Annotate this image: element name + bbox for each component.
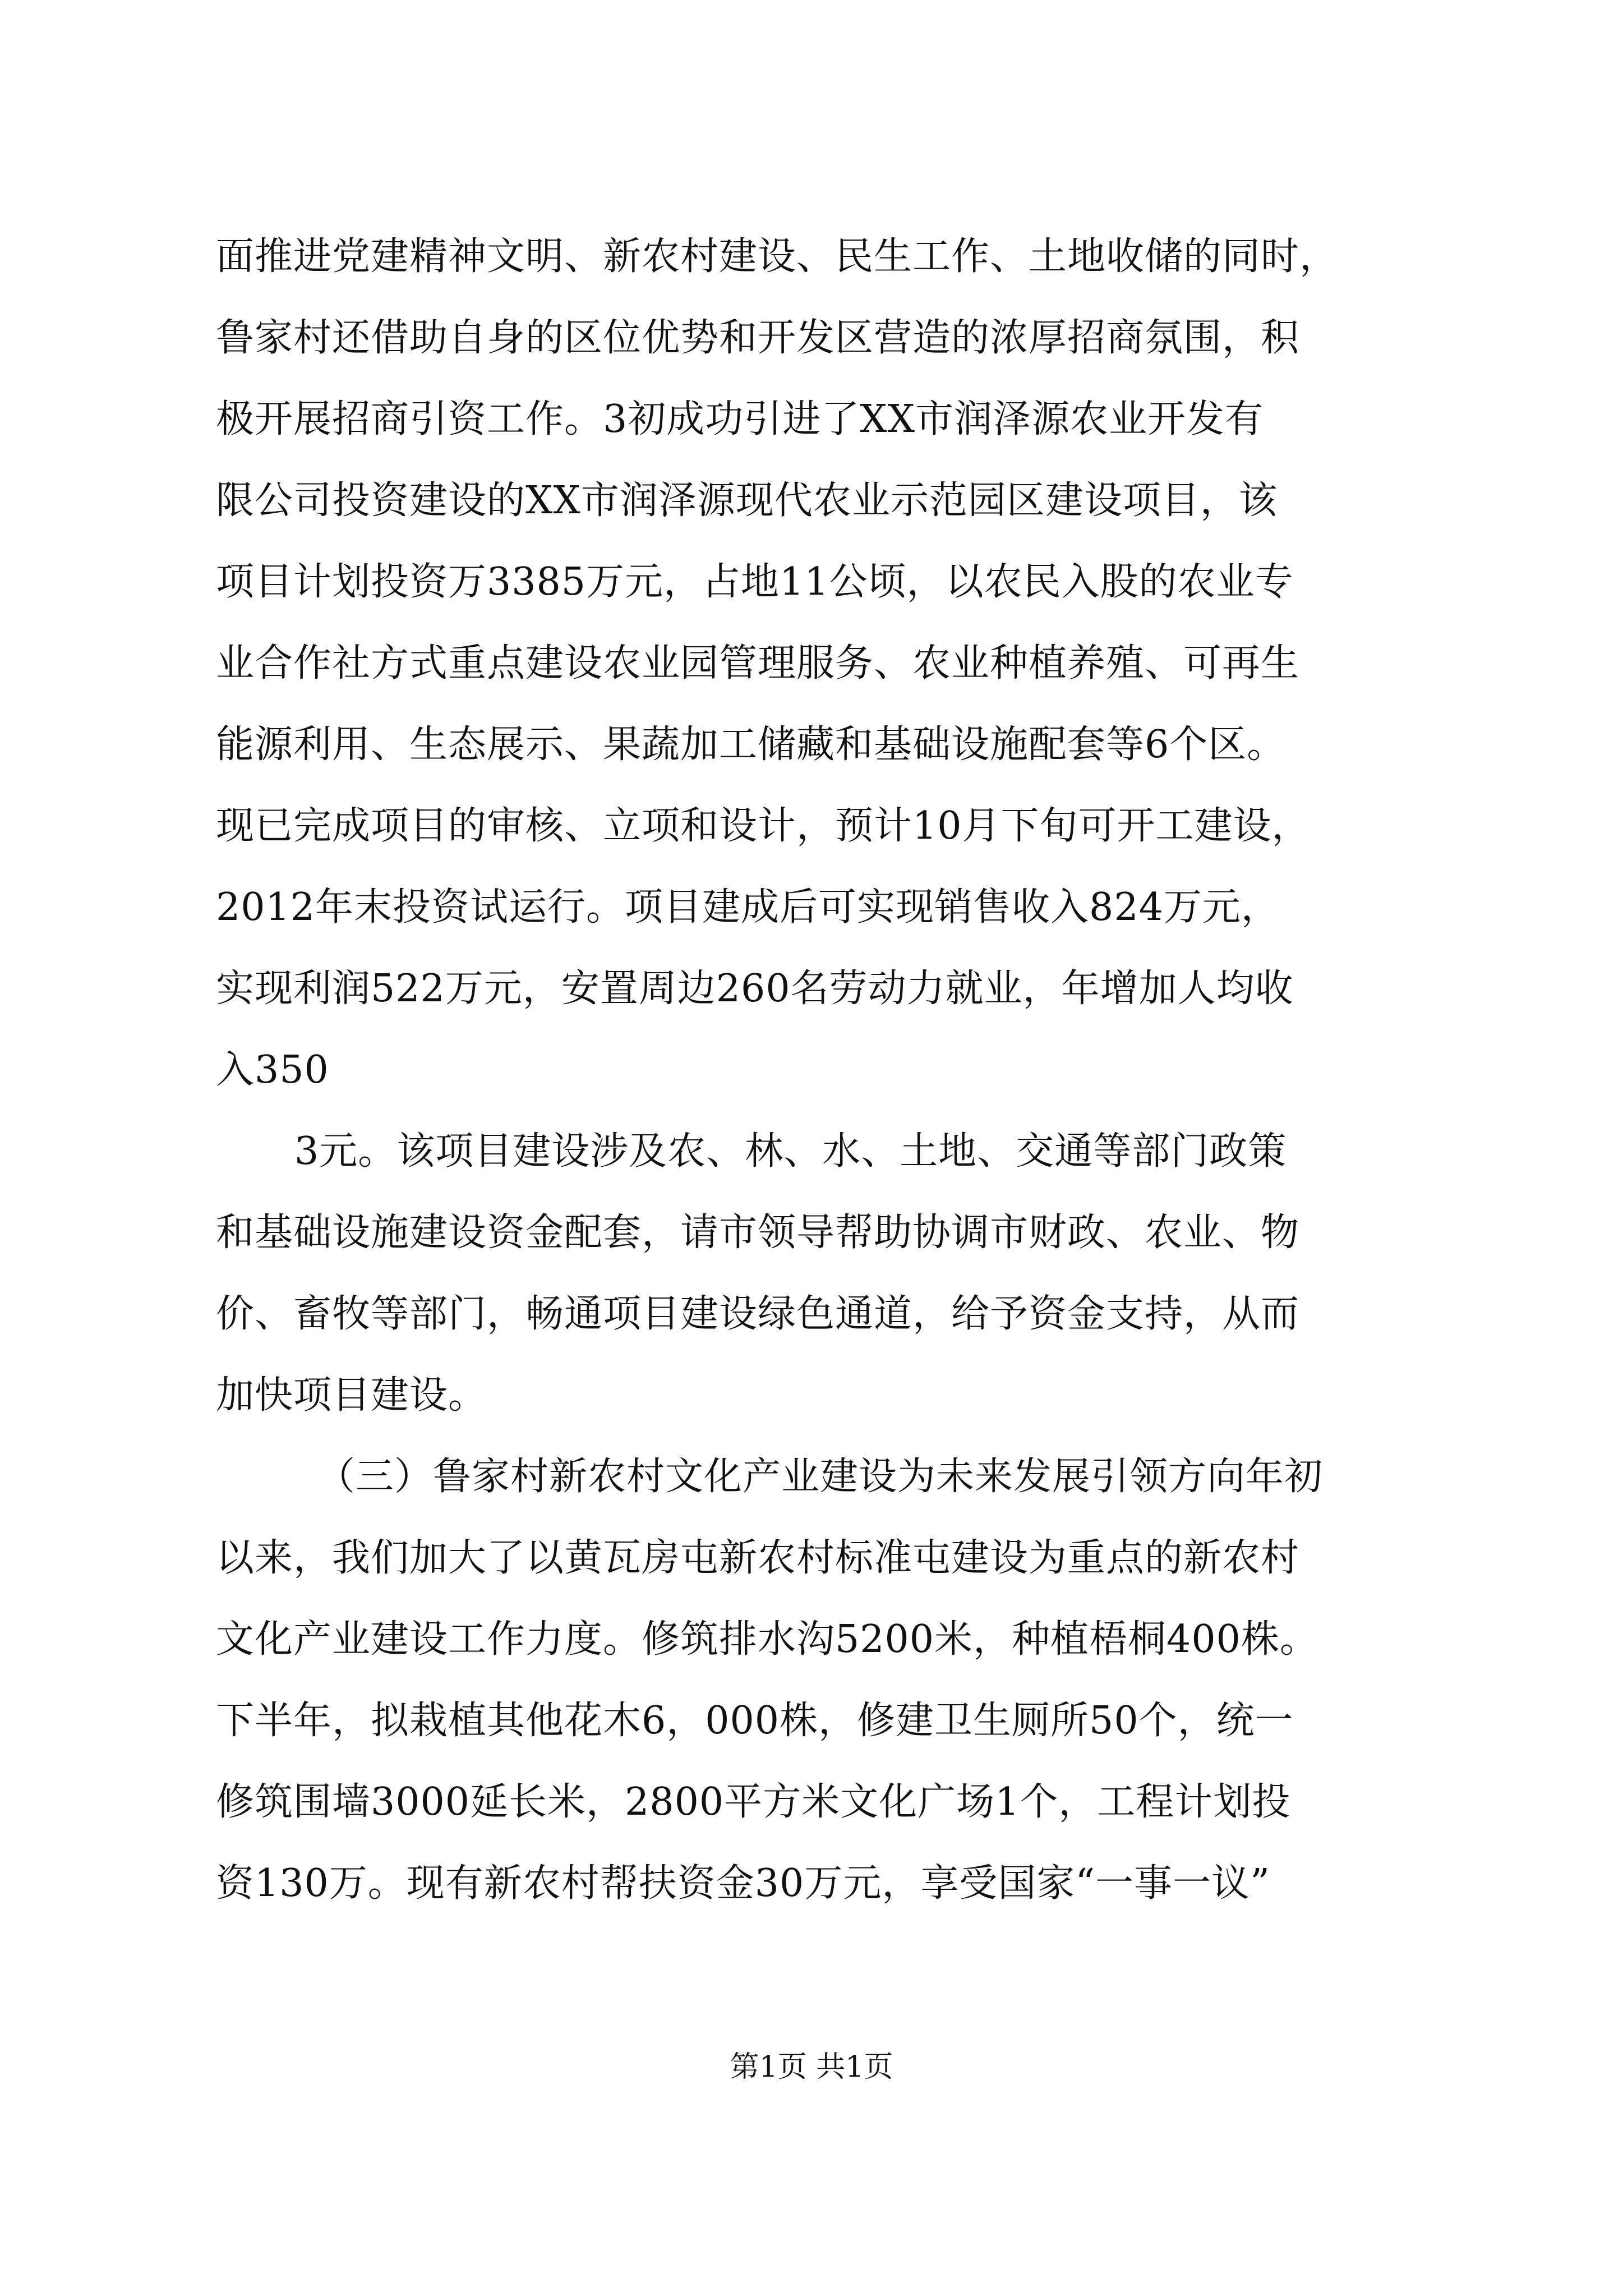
text-line: 入350 [216,1048,329,1092]
text-line: 价、畜牧等部门，畅通项目建设绿色通道，给予资金支持，从而 [216,1292,1300,1336]
text-line: 以来，我们加大了以黄瓦房屯新农村标准屯建设为重点的新农村 [216,1536,1300,1580]
text-line: 现已完成项目的审核、立项和设计，预计10月下旬可开工建设， [216,804,1311,848]
text-line: 限公司投资建设的XX市润泽源现代农业示范园区建设项目，该 [216,478,1278,523]
text-line: 修筑围墙3000延长米，2800平方米文化广场1个，工程计划投 [216,1780,1291,1824]
text-line: 能源利用、生态展示、果蔬加工储藏和基础设施配套等6个区。 [216,723,1286,767]
text-line: 业合作社方式重点建设农业园管理服务、农业种植养殖、可再生 [216,641,1300,685]
text-line: 实现利润522万元，安置周边260名劳动力就业，年增加人均收 [216,967,1294,1011]
text-line: 和基础设施建设资金配套，请市领导帮助协调市财政、农业、物 [216,1211,1300,1255]
text-line: 项目计划投资万3385万元，占地11公顷，以农民入股的农业专 [216,560,1294,604]
text-line: 鲁家村还借助自身的区位优势和开发区营造的浓厚招商氛围，积 [216,316,1300,360]
text-line: 加快项目建设。 [216,1373,487,1418]
text-line: 文化产业建设工作力度。修筑排水沟5200米，种植梧桐400株。 [216,1617,1318,1662]
section-heading-line: （三）鲁家村新农村文化产业建设为未来发展引领方向年初 [317,1455,1324,1499]
text-line: 资130万。现有新农村帮扶资金30万元，享受国家“一事一议” [216,1861,1270,1906]
text-line: 下半年，拟栽植其他花木6，000株，修建卫生厕所50个，统一 [216,1699,1294,1743]
text-line: 2012年末投资试运行。项目建成后可实现销售收入824万元， [216,885,1280,930]
page-footer: 第1页 共1页 [730,2050,893,2084]
text-line: 3元。该项目建设涉及农、林、水、土地、交通等部门政策 [294,1129,1287,1174]
text-line: 面推进党建精神文明、新农村建设、民生工作、土地收储的同时， [216,234,1339,279]
document-body [216,216,1422,1924]
text-line: 极开展招商引资工作。3初成功引进了XX市润泽源农业开发有 [216,397,1264,441]
